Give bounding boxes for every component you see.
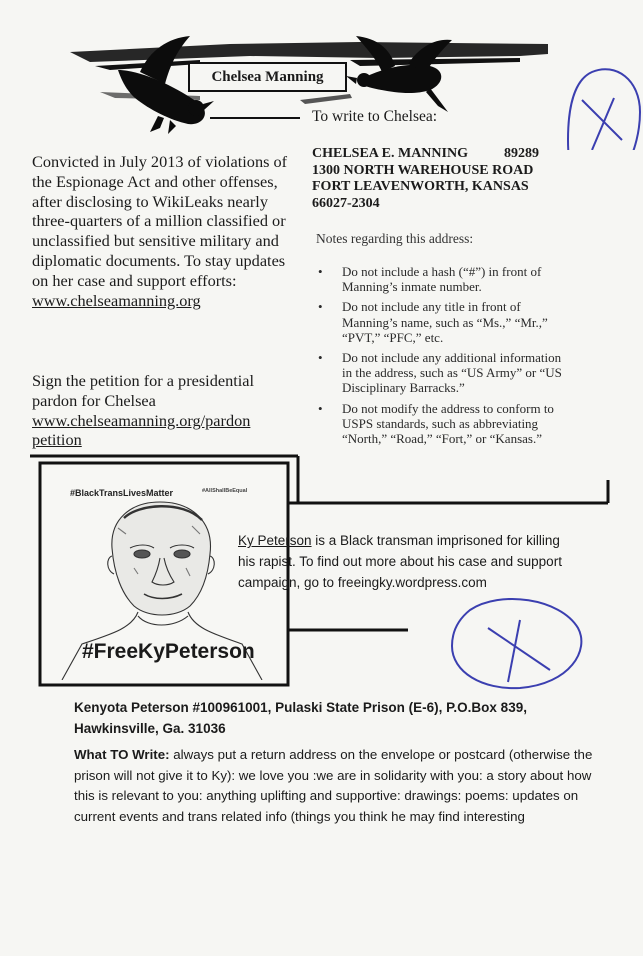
inmate-number: 89289 — [503, 146, 539, 161]
pen-x-mark-icon — [452, 599, 581, 688]
list-item: • Do not include any title in front of Manning’s name, such as “Ms.,” “Mr.,” “PVT,” “PFC,” etc. — [318, 299, 563, 345]
chelsea-website-link[interactable]: www.chelseamanning.org — [32, 290, 201, 310]
petition-text: Sign the petition for a presidential pardon for Chelsea — [32, 371, 255, 410]
notes-list — [318, 264, 563, 451]
banner-title: Chelsea Manning — [188, 62, 347, 92]
what-to-write-text: always put a return address on the envelope or postcard (otherwise the prison will not give it to Ky): we love you :we are in solidarity with you: a story about how this is relevant to you: anything uplifting and supportive: drawings: poems: updates on current events and trans related info (things you think he may find interesting — [74, 747, 593, 824]
ky-caption-text: is a Black transman imprisoned for killing his rapist. To find out more about his case and support campaign, go to freeingky.wordpress.com — [238, 533, 562, 590]
list-item: • Do not include any additional information in the address, such as “US Army” or “US Disciplinary Barracks.” — [318, 350, 563, 396]
address-city: FORT LEAVENWORTH, KANSAS — [312, 179, 529, 194]
list-item: • Do not include a hash (“#”) in front of Manning’s inmate number. — [318, 264, 563, 294]
poster-hashtag-top: #BlackTransLivesMatter — [70, 488, 174, 498]
ky-name-link[interactable]: Ky Peterson — [238, 533, 312, 548]
notes-heading: Notes regarding this address: — [316, 231, 474, 246]
petition-link[interactable]: www.chelseamanning.org/pardon petition — [32, 410, 251, 450]
poster-hashtag-main: #FreeKyPeterson — [82, 640, 255, 663]
chelsea-address — [312, 146, 539, 212]
poster-hashtag-small: #AllShallBeEqual — [202, 488, 248, 494]
write-to-heading: To write to Chelsea: — [312, 108, 438, 125]
ky-caption — [238, 530, 578, 593]
chelsea-description — [32, 152, 294, 310]
what-to-write-label: What TO Write: — [74, 747, 170, 762]
address-zip: 66027-2304 — [312, 195, 380, 211]
address-name: CHELSEA E. MANNING — [312, 146, 468, 161]
list-item: • Do not modify the address to conform to USPS standards, such as abbreviating “North,” “Road,” “Fort,” or “Kansas.” — [318, 401, 563, 447]
ky-address: Kenyota Peterson #100961001, Pulaski State Prison (E-6), P.O.Box 839, Hawkinsville, Ga. 31036 — [74, 700, 527, 736]
address-street: 1300 NORTH WAREHOUSE ROAD — [312, 162, 534, 178]
chelsea-description-text: Convicted in July 2013 of violations of the Espionage Act and other offenses, after disclosing to WikiLeaks nearly three-quarters of a million classified or unclassified but sensitive military and diplomatic documents. To stay updates on her case and support efforts: — [32, 152, 288, 290]
chelsea-petition — [32, 371, 294, 450]
pen-x-mark-icon — [568, 69, 640, 150]
what-to-write — [74, 745, 604, 827]
